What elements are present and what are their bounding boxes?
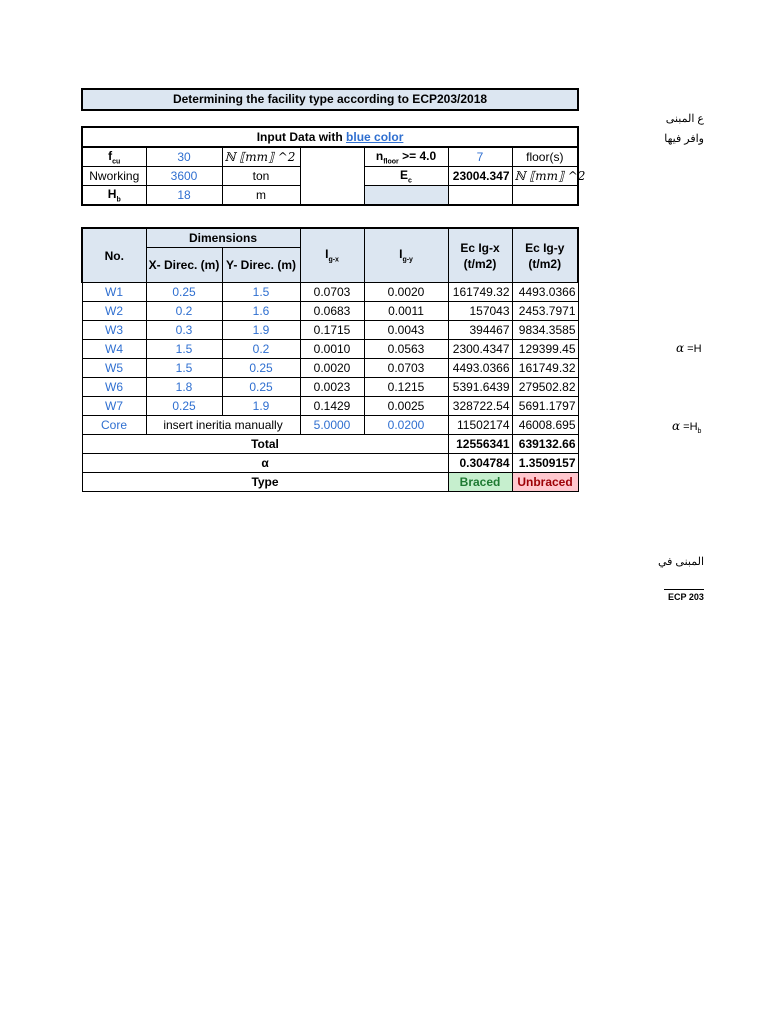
row-igx: 0.1429 (300, 397, 364, 416)
row-x-dir[interactable]: 1.8 (146, 378, 222, 397)
blank-cell (448, 186, 512, 206)
nfloor-label: $n_{floor} >= 4.0$ (364, 147, 448, 167)
row-igx: 0.0703 (300, 283, 364, 302)
row-y-dir[interactable]: 1.6 (222, 302, 300, 321)
row-ecy: 4493.0366 (512, 283, 578, 302)
header-ecigx: Ec Ig-x (t/m2) (448, 228, 512, 283)
row-ecy: 161749.32 (512, 359, 578, 378)
hb-unit: m (222, 186, 300, 206)
table-row (82, 359, 578, 378)
row-ecy: 129399.45 (512, 340, 578, 359)
table-row (82, 302, 578, 321)
row-igy: 0.0020 (364, 283, 448, 302)
row-no: W6 (82, 378, 146, 397)
header-igy: $I_{g-y}$ (364, 228, 448, 283)
total-x: 12556341 (448, 435, 512, 454)
hb-value-cell[interactable]: 18 (146, 186, 222, 206)
ec-value: 23004.347 (448, 167, 512, 186)
row-ecx: 157043 (448, 302, 512, 321)
row-igx: 0.0023 (300, 378, 364, 397)
core-note: insert ineritia manually (146, 416, 300, 435)
row-ecy: 9834.3585 (512, 321, 578, 340)
ec-label: $E_c$ (364, 167, 448, 186)
row-ecx: 5391.6439 (448, 378, 512, 397)
side-note-5: المبنى في (657, 556, 704, 568)
nfloor-unit: floor(s) (512, 147, 578, 167)
row-igy: 0.1215 (364, 378, 448, 397)
row-igy: 0.0563 (364, 340, 448, 359)
alpha-x: 0.304784 (448, 454, 512, 473)
blank-cell (300, 147, 364, 205)
side-note-4: $\alpha =H_b$ (672, 419, 702, 436)
side-note-2: وافر فيها (664, 133, 704, 145)
core-label: Core (82, 416, 146, 435)
row-y-dir[interactable]: 1.9 (222, 397, 300, 416)
row-x-dir[interactable]: 0.25 (146, 397, 222, 416)
row-y-dir[interactable]: 0.25 (222, 359, 300, 378)
row-ecy: 2453.7971 (512, 302, 578, 321)
row-igy: 0.0043 (364, 321, 448, 340)
row-no: W3 (82, 321, 146, 340)
input-data-header: Input Data with blue color (82, 127, 578, 147)
header-ecigy: Ec Ig-y (t/m2) (512, 228, 578, 283)
row-no: W2 (82, 302, 146, 321)
side-note-ecp: ECP 203 (668, 592, 704, 602)
header-no: No. (82, 228, 146, 283)
type-label: Type (82, 473, 448, 492)
side-note-3: α =H (676, 341, 702, 355)
table-row (82, 397, 578, 416)
total-label: Total (82, 435, 448, 454)
nworking-label: Nworking (82, 167, 146, 186)
header-x-dir: X- Direc. (m) (146, 248, 222, 283)
table-row (82, 378, 578, 397)
row-igx: 0.0683 (300, 302, 364, 321)
row-x-dir[interactable]: 0.3 (146, 321, 222, 340)
blank-cell (512, 186, 578, 206)
table-row (82, 340, 578, 359)
ec-unit: ℕ ⟦mm⟧ ^2 (512, 167, 578, 186)
fcu-label: $f_{cu}$ (82, 147, 146, 167)
fcu-unit: ℕ ⟦mm⟧ ^2 (222, 147, 300, 167)
row-igy: 0.0703 (364, 359, 448, 378)
hb-label: $H_b$ (82, 186, 146, 206)
row-igx: 0.0010 (300, 340, 364, 359)
row-x-dir[interactable]: 1.5 (146, 359, 222, 378)
row-no: W4 (82, 340, 146, 359)
row-y-dir[interactable]: 0.25 (222, 378, 300, 397)
core-ecx: 11502174 (448, 416, 512, 435)
row-ecx: 4493.0366 (448, 359, 512, 378)
row-ecy: 279502.82 (512, 378, 578, 397)
row-no: W5 (82, 359, 146, 378)
core-ecy: 46008.695 (512, 416, 578, 435)
type-y-badge: Unbraced (512, 473, 578, 492)
core-igx[interactable]: 5.0000 (300, 416, 364, 435)
header-y-dir: Y- Direc. (m) (222, 248, 300, 283)
divider-line (664, 589, 704, 590)
core-igy[interactable]: 0.0200 (364, 416, 448, 435)
row-x-dir[interactable]: 1.5 (146, 340, 222, 359)
input-data-table (81, 126, 586, 206)
side-note-1: ع المبنى (665, 113, 704, 125)
walls-table (81, 227, 579, 492)
table-row (82, 283, 578, 302)
row-igx: 0.0020 (300, 359, 364, 378)
row-ecx: 2300.4347 (448, 340, 512, 359)
type-x-badge: Braced (448, 473, 512, 492)
shaded-cell (364, 186, 448, 206)
row-ecx: 161749.32 (448, 283, 512, 302)
blue-color-link[interactable]: blue color (346, 130, 404, 144)
alpha-label: α (82, 454, 448, 473)
row-igx: 0.1715 (300, 321, 364, 340)
row-no: W7 (82, 397, 146, 416)
alpha-y: 1.3509157 (512, 454, 578, 473)
fcu-value-cell[interactable]: 30 (146, 147, 222, 167)
total-y: 639132.66 (512, 435, 578, 454)
row-igy: 0.0025 (364, 397, 448, 416)
row-x-dir[interactable]: 0.2 (146, 302, 222, 321)
row-no: W1 (82, 283, 146, 302)
row-ecy: 5691.1797 (512, 397, 578, 416)
row-x-dir[interactable]: 0.25 (146, 283, 222, 302)
table-row (82, 321, 578, 340)
header-dimensions: Dimensions (146, 228, 300, 248)
row-y-dir[interactable]: 1.9 (222, 321, 300, 340)
row-y-dir[interactable]: 1.5 (222, 283, 300, 302)
row-igy: 0.0011 (364, 302, 448, 321)
row-ecx: 328722.54 (448, 397, 512, 416)
nfloor-value-cell[interactable]: 7 (448, 147, 512, 167)
header-igx: $I_{g-x}$ (300, 228, 364, 283)
row-y-dir[interactable]: 0.2 (222, 340, 300, 359)
page-title: Determining the facility type according to ECP203/2018 (172, 92, 488, 106)
title-box (81, 88, 579, 111)
row-ecx: 394467 (448, 321, 512, 340)
nworking-unit: ton (222, 167, 300, 186)
nworking-value-cell[interactable]: 3600 (146, 167, 222, 186)
